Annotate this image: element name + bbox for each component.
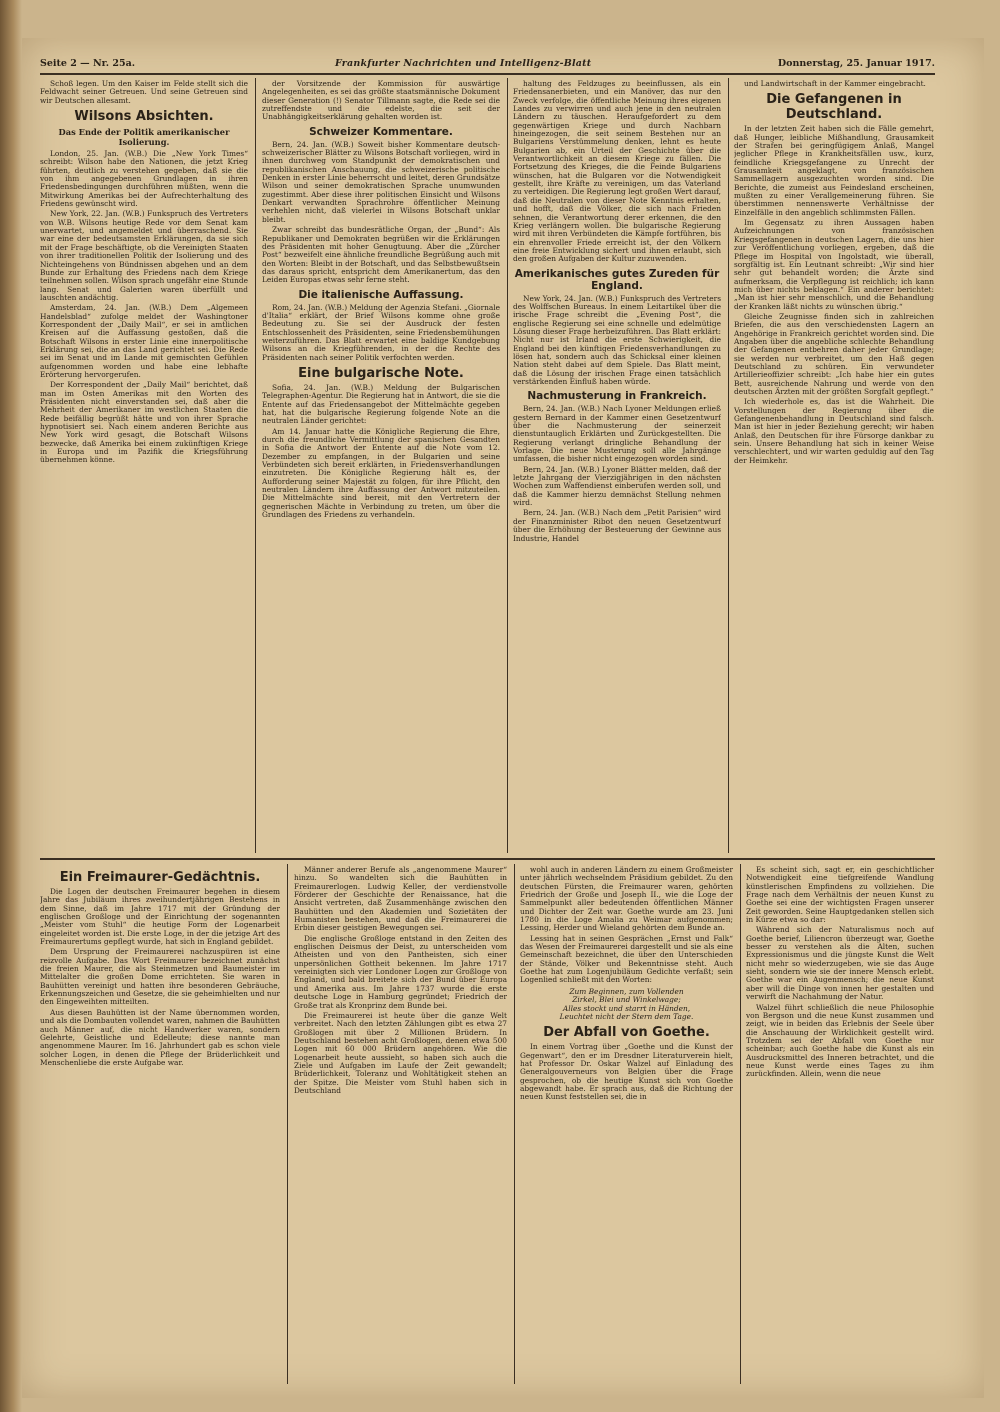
article-headline: Schweizer Kommentare. [309,125,453,138]
paragraph: Dem Ursprung der Freimaurerei nachzuspüren ist eine reizvolle Aufgabe. Das Wort Freimaurer bezeichnet zunächst die freien Maurer, die als Steinmetzen und Baumeister im Mittelalter die großen Dome errichteten. Sie waren in Bauhütten vereinigt und hatten ihre besonderen Gebräuche, Erkennungszeichen und Gesetze, die sie geheimhielten und nur den Eingeweihten mitteilten. [40,947,280,1007]
page-header [40,58,935,72]
paragraph: Bern, 24. Jan. (W.B.) Nach dem „Petit Parisien“ wird der Finanzminister Ribot den neuen Gesetzentwurf über die Erhöhung der Besteuerung der Gewinne aus Industrie, Handel [513,508,721,543]
feuilleton-column-1 [40,866,280,1382]
paragraph: Die englische Großloge entstand in den Zeiten des englischen Deismus der Deist, zu unterscheiden vom Atheisten und von den Pantheisten, sich einer unpersönlichen Gottheit bekennen. Im Jahre 1717 vereinigten sich vier Londoner Logen zur Großloge von England, und bald breitete sich der Bund über Europa und Amerika aus. Im Jahre 1737 wurde die erste deutsche Loge in Hamburg gegründet; Friedrich der Große trat als Kronprinz dem Bunde bei. [294,933,507,1010]
paragraph: Lessing hat in seinen Gesprächen „Ernst und Falk“ das Wesen der Freimaurerei dargestellt und sie als eine Gemeinschaft bezeichnet, die über den Unterschieden der Stände, Völker und Bekenntnisse steht. Auch Goethe hat zum Logenjubiläum Gedichte verfaßt; sein Logenlied schließt mit den Worten: [520,933,733,985]
article-headline: Amerikanisches gutes Zureden für England. [514,267,720,292]
paragraph: Im Gegensatz zu ihren Aussagen haben Aufzeichnungen von französischen Kriegsgefangenen in deutschen Lagern, die uns hier zur Veröffentlichung vorliegen, ergeben, daß die Pflege im Hospital von Ingolstadt, wie überall, sorgfältig ist. Ein Leutnant schreibt: „Wir sind hier sehr gut behandelt worden; die Ärzte sind aufmerksam, die Verpflegung ist reichlich; ich kann mich über nichts beklagen.“ Ein anderer berichtet: „Man ist hier sehr menschlich, und die Behandlung der Kranken läßt nichts zu wünschen übrig.“ [734,218,934,311]
article-column-4 [734,80,934,852]
feuilleton-column-4 [746,866,934,1382]
column-intro: der Vorsitzende der Kommission für auswärtige Angelegenheiten, es sei das größte staatsmännische Dokument dieser Generation (!) Senator Tillmann sagte, die Rede sei die zutreffendste und die edelste, die seit der Unabhängigkeitserklärung gehalten worden ist. [262,80,500,122]
paragraph: Es scheint sich, sagt er, ein geschichtlicher Notwendigkeit eine tiefgreifende Wandlung künstlerischen Empfindens zu vollziehen. Die Frage nach dem Verhältnis der neuen Kunst zu Goethe sei eine der wichtigsten Fragen unserer Zeit geworden. Seine Hauptgedanken stellen sich in Kürze etwa so dar: [746,866,934,925]
article-column-3 [513,80,721,852]
header-rule [40,73,935,75]
column-rule [514,864,515,1384]
column-rule [507,78,508,853]
paragraph: Gleiche Zeugnisse finden sich in zahlreichen Briefen, die aus den verschiedensten Lagern an Angehörige in Frankreich gerichtet worden sind. Die Angaben über die angebliche schlechte Behandlung der Gefangenen entbehren daher jeder Grundlage; sie werden nur verbreitet, um den Haß gegen Deutschland zu schüren. Ein verwundeter Artillerieoffizier schreibt: „Ich habe hier ein gutes Bett, ausreichende Nahrung und werde von den deutschen Ärzten mit der größten Sorgfalt gepflegt.“ [734,311,934,396]
paragraph: Walzel führt schließlich die neue Philosophie von Bergson und die neue Kunst zusammen und zeigt, wie in beiden das Erlebnis der Seele über die Anschauung der Wirklichkeit gestellt wird. Trotzdem sei der Abfall von Goethe nur scheinbar; auch Goethe habe die Kunst als ein Ausdrucksmittel des Inneren betrachtet, und die neue Kunst werde eines Tages zu ihm zurückfinden. Allein, wenn die neue [746,1002,934,1079]
paragraph: wohl auch in anderen Ländern zu einem Großmeister unter jährlich wechselndem Präsidium gebildet. Zu den deutschen Fürsten, die Freimaurer waren, gehörten Friedrich der Große und Joseph II., wie die Loge der Sammelpunkt aller bedeutenden öffentlichen Männer und Dichter der Zeit war. Goethe wurde am 23. Juni 1780 in die Loge Amalia zu Weimar aufgenommen; Lessing, Herder und Wieland gehörten dem Bunde an. [520,866,733,933]
paragraph: Die Freimaurerei ist heute über die ganze Welt verbreitet. Nach den letzten Zählungen gibt es etwa 27 Großlogen mit über 2 Millionen Brüdern. In Deutschland bestehen acht Großlogen, denen etwa 500 Logen mit 60 000 Brüdern angehören. Wie die Logenarbeit heute aussieht, so haben sich auch die Ziele und Aufgaben im Laufe der Zeit gewandelt; Brüderlichkeit, Toleranz und Wohltätigkeit stehen an der Spitze. Die Meister vom Stuhl haben sich in Deutschland [294,1010,507,1095]
article-column-1 [40,80,248,852]
paragraph: Der Korrespondent der „Daily Mail“ berichtet, daß man im Osten Amerikas mit den Worten des Präsidenten nicht einverstanden sei, daß aber die Mehrheit der Amerikaner im westlichen Staaten die Rede beifällig begrüßt hätte und von ihrer Sprache hypnotisiert sei. Nach einem anderen Berichte aus New York wird gesagt, die Botschaft Wilsons bezwecke, daß Amerika bei einem zukünftigen Kriege in Europa und im Pazifik die Kriegsführung übernehmen könne. [40,380,248,465]
article-headline: Der Abfall von Goethe. [543,1025,710,1041]
article-headline: Wilsons Absichten. [74,109,214,125]
article-headline: Die italienische Auffassung. [298,288,464,301]
paragraph: Bern, 24. Jan. (W.B.) Lyoner Blätter melden, daß der letzte Jahrgang der Vierzigjährigen in den nächsten Wochen zum Waffendienst einberufen werden soll, und daß die Kammer hierzu demnächst Stellung nehmen wird. [513,464,721,508]
paragraph: Während sich der Naturalismus noch auf Goethe berief, Liliencron überzeugt war, Goethe besser zu verstehen als die Alten, suchen Expressionismus und die jüngste Kunst die Welt nicht mehr so wiederzugeben, wie sie das Auge sieht, sondern wie sie der innere Mensch erlebt. Goethe war ein Augenmensch; die neue Kunst aber will die Dinge von innen her gestalten und verwirft die Nachahmung der Natur. [746,925,934,1002]
poem-quote [520,988,733,1021]
paragraph: London, 25. Jan. (W.B.) Die „New York Times“ schreibt: Wilson habe den Nationen, die jetzt Krieg führten, deutlich zu verstehen gegeben, daß sie die von ihm angegebenen Grundlagen in ihren Friedensbedingungen durchführen müßten, wenn die Mitwirkung Amerikas bei der Aufrechterhaltung des Friedens gewünscht wird. [40,149,248,209]
column-rule [255,78,256,853]
paragraph: Männer anderer Berufe als „angenommene Maurer“ hinzu. So wandelten sich die Bauhütten in Freimaurerlogen. Ludwig Keller, der verdienstvolle Förderer der Geschichte der Renaissance, hat die Ansicht vertreten, daß Zusammenhänge zwischen den Bauhütten und den Akademien und Sozietäten der Humanisten bestehen, und daß die Freimaurerei die Erbin dieser geistigen Bewegungen sei. [294,866,507,933]
column-rule [287,864,288,1384]
paragraph: New York, 24. Jan. (W.B.) Funkspruch des Vertreters des Wolffschen Bureaus. In einem Leitartikel über die irische Frage schreibt die „Evening Post“, die englische Regierung sei eine schnelle und edelmütige Lösung dieser Frage herbeizuführen. Das Blatt erklärt: Nicht nur ist Irland die erste Schwierigkeit, die England bei den künftigen Friedensverhandlungen zu lösen hat, sondern auch das Schicksal einer kleinen Nation steht dabei auf dem Spiele. Das Blatt meint, daß die Lösung der irischen Frage einen tatsächlich verstärkenden Einfluß haben würde. [513,293,721,386]
paragraph: Rom, 24. Jan. (W.B.) Meldung der Agenzia Stefani. „Giornale d'Italia“ erklärt, der Brief Wilsons komme ohne große Bedeutung zu. Sie sei der Ausdruck der festen Entschlossenheit des Präsidenten, seine Friedensbemühungen weiterzuführen. Das Blatt erwartet eine baldige Kundgebung Wilsons an die Kriegführenden, in der die Rechte des Präsidenten nach seiner Politik verfochten werden. [262,302,500,362]
verse-line: Zum Beginnen, zum Vollenden [569,986,684,996]
verse-line: Zirkel, Blei und Winkelwage; [572,995,681,1005]
verse-line: Alles stockt und starrt in Händen, [562,1003,691,1013]
paragraph: Bern, 24. Jan. (W.B.) Soweit bisher Kommentare deutsch-schweizerischer Blätter zu Wilsons Botschaft vorliegen, wird in ihnen durchweg vom Standpunkt der demokratischen und republikanischen Anschauung, die schweizerische politische Denken in erster Linie beherrscht und leitet, deren Grundsätze Wilson und seiner demokratischen Sprache unumwunden zugestimmt. Aber diese ihrer politischen Einsicht und Wilsons Denkart verwandten Sprachrohre öffentlicher Meinung verhehlen nicht, daß vielerlei in Wilsons Botschaft unklar bleibt. [262,139,500,224]
article-subhead: Das Ende der Politik amerikanischer Isolierung. [58,127,230,148]
book-binding-edge [0,0,22,1412]
column-intro: haltung des Feldzuges zu beeinflussen, als ein Friedensanerbieten, und ein Manöver, das nur den Zweck verfolge, die öffentliche Meinung ihres eigenen Landes zu verwirren und auch jene in den neutralen Ländern zu täuschen. Heraufgefordert zu dem gegenwärtigen Kriege und durch Nachbarn hineingezogen, die seit seinem Bestehen nur an Bulgariens Verstümmelung denken, lehnt es heute Bulgarien ab, ein Urteil der Geschichte über die Verantwortlichkeit an diesem Kriege zu fällen. Die Fortsetzung des Krieges, die die Feinde Bulgariens wünschen, hat die Bulgaren vor die Notwendigkeit gestellt, ihre Kräfte zu vereinigen, um das Vaterland zu verteidigen. Die Regierung legt großen Wert darauf, daß die Neutralen von dieser Note Kenntnis erhalten, und hofft, daß die Völker, die sich nach Frieden sehnen, die Verantwortung derer erkennen, die den Krieg verlängern wollen. Die bulgarische Regierung wird mit ihren Verbündeten die Kämpfe fortführen, bis ein ehrenvoller Friede erreicht ist, der den Völkern eine freie Entwicklung sichert und ihnen erlaubt, sich den großen Aufgaben der Kultur zuzuwenden. [513,80,721,264]
paragraph: In der letzten Zeit haben sich die Fälle gemehrt, daß Hunger, leibliche Mißhandlung, Grausamkeit der Strafen bei geringfügigem Anlaß, Mangel jeglicher Pflege in Krankheitsfällen usw., kurz, feindliche Kriegsgefangene zu Unrecht der Grausamkeit angeklagt, von französischen Sammellagern ausgezuchten worden sind. Die Berichte, die zumeist aus Feindesland erscheinen, mußten zu einer Verallgemeinerung führen. Sie überstimmen nennenswerte Verhältnisse der Einzelfälle in den angeblich schlimmsten Fällen. [734,124,934,217]
column-rule [728,78,729,853]
article-headline: Die Gefangenen in Deutschland. [766,92,902,123]
column-rule [740,864,741,1384]
column-intro: Schoß legen. Um den Kaiser im Felde stellt sich die Feldwacht seiner Getreuen. Und seine Getreuen sind wir Deutschen allesamt. [40,80,248,105]
article-headline: Eine bulgarische Note. [298,365,464,381]
masthead: Frankfurter Nachrichten und Intelligenz-Blatt [335,58,592,69]
paragraph: Ich wiederhole es, das ist die Wahrheit. Die Vorstellungen der Regierung über die Gefangenenbehandlung in Deutschland sind falsch. Man ist hier in jeder Beziehung gerecht; wir haben Anlaß, den Deutschen für ihre Fürsorge dankbar zu sein. Unsere Behandlung hat sich in keiner Weise verschlechtert, und wir warten geduldig auf den Tag der Heimkehr. [734,397,934,465]
paragraph: Amsterdam, 24. Jan. (W.B.) Dem „Algemeen Handelsblad“ zufolge meldet der Washingtoner Korrespondent der „Daily Mail“, er sei in amtlichen Kreisen auf die Auffassung gestoßen, daß die Botschaft Wilsons in erster Linie eine innerpolitische Erklärung sei, die an das Land gerichtet sei. Die Rede sei im Senat und im Lande mit gemischten Gefühlen aufgenommen worden und habe eine lebhafte Erörterung hervorgerufen. [40,303,248,379]
article-headline: Ein Freimaurer-Gedächtnis. [59,870,261,885]
paragraph: Aus diesen Bauhütten ist der Name übernommen worden, und als die Dombauten vollendet waren, nahmen die Bauhütten auch Männer auf, die nicht Handwerker waren, sondern Gelehrte, Geistliche und Edelleute; diese nannte man angenommene Maurer. Im 16. Jahrhundert gab es schon viele solcher Logen, in denen die Pflege der Brüderlichkeit und Menschenliebe die erste Aufgabe war. [40,1007,280,1067]
paragraph: Am 14. Januar hatte die Königliche Regierung die Ehre, durch die freundliche Vermittlung der spanischen Gesandten in Sofia die Antwort der Entente auf die Note vom 12. Dezember zu empfangen, in der Bulgarien und seine Verbündeten sich bereit erklärten, in Friedensverhandlungen einzutreten. Die Königliche Regierung hält es, der Aufforderung seiner Majestät zu folgen, für ihre Pflicht, den neutralen Ländern ihre Auffassung der Antwort mitzuteilen. Die Mittelmächte sind bereit, mit den Vertretern der gegnerischen Mächte in Verbindung zu treten, um über die Grundlagen des Friedens zu verhandeln. [262,426,500,520]
paragraph: Zwar schreibt das bundesrätliche Organ, der „Bund“: Als Republikaner und Demokraten begrüßen wir die Erklärungen des Präsidenten mit hoher Genugtuung. Aber die „Zürcher Post“ bezweifelt eine ähnliche freundliche Begrüßung auch mit den Worten: Bleibt in der Botschaft, und das Selbstbewußtsein das daraus spricht, entspricht dem Amerikanertum, das den Leiden Europas etwas sehr ferne steht. [262,225,500,285]
issue-date: Donnerstag, 25. Januar 1917. [777,58,935,69]
paragraph: In einem Vortrag über „Goethe und die Kunst der Gegenwart“, den er im Dresdner Literaturverein hielt, hat Professor Dr. Oskar Walzel auf Einladung des Generalgouverneurs von Belgien über die Frage gesprochen, ob die heutige Kunst sich von Goethe abgewandt habe. Er sprach aus, daß die Richtung der neuen Kunst feststellen sei, die in [520,1042,733,1102]
feuilleton-column-3 [520,866,733,1382]
article-headline: Nachmusterung in Frankreich. [527,390,707,403]
paragraph: Die Logen der deutschen Freimaurer begehen in diesem Jahre das Jubiläum ihres zweihundertjährigen Bestehens in dem Sinne, daß im Jahre 1717 mit der Gründung der englischen Großloge und der Einrichtung der sogenannten „Meister vom Stuhl“ die heutige Form der Logenarbeit eingeleitet worden ist. Die erste Loge, in der die jetzige Art des Freimaurertums gepflegt wurde, hat sich in England gebildet. [40,887,280,947]
feuilleton-column-2 [294,866,507,1382]
paragraph: New York, 22. Jan. (W.B.) Funkspruch des Vertreters von W.B. Wilsons heutige Rede vor dem Senat kam unerwartet, und angemeldet und überraschend. Sie war eine der bedeutsamsten Erklärungen, da sie sich mit der Frage beschäftigte, ob die Vereinigten Staaten von ihrer traditionellen Politik der Isolierung und des Nichteingehens von Bündnissen abgehen und an dem Bunde zur Erhaltung des Friedens nach dem Kriege teilnehmen sollen. Wilson sprach ungefähr eine Stunde lang. Senat und Galerien waren überfüllt und lauschten andächtig. [40,209,248,302]
verse-line: Leuchtet nicht der Stern dem Tage. [559,1011,694,1021]
paragraph: Bern, 24. Jan. (W.B.) Nach Lyoner Meldungen erließ gestern Bernard in der Kammer einen Gesetzentwurf über die Nachmusterung der seinerzeit dienstuntauglich Erklärten und Zurückgestellten. Die Regierung verlangt dringliche Behandlung der Vorlage. Die neue Musterung soll alle Jahrgänge umfassen, die bisher nicht eingezogen worden sind. [513,404,721,464]
section-divider [40,858,935,860]
paragraph: Sofia, 24. Jan. (W.B.) Meldung der Bulgarischen Telegraphen-Agentur. Die Regierung hat in Antwort, die sie die Entente auf das Friedensangebot der Mittelmächte gegeben hat, hat die bulgarische Regierung folgende Note an die neutralen Länder gerichtet: [262,382,500,426]
article-column-2 [262,80,500,852]
page-label: Seite 2 — Nr. 25a. [40,58,136,69]
column-intro: und Landwirtschaft in der Kammer eingebracht. [744,80,926,88]
